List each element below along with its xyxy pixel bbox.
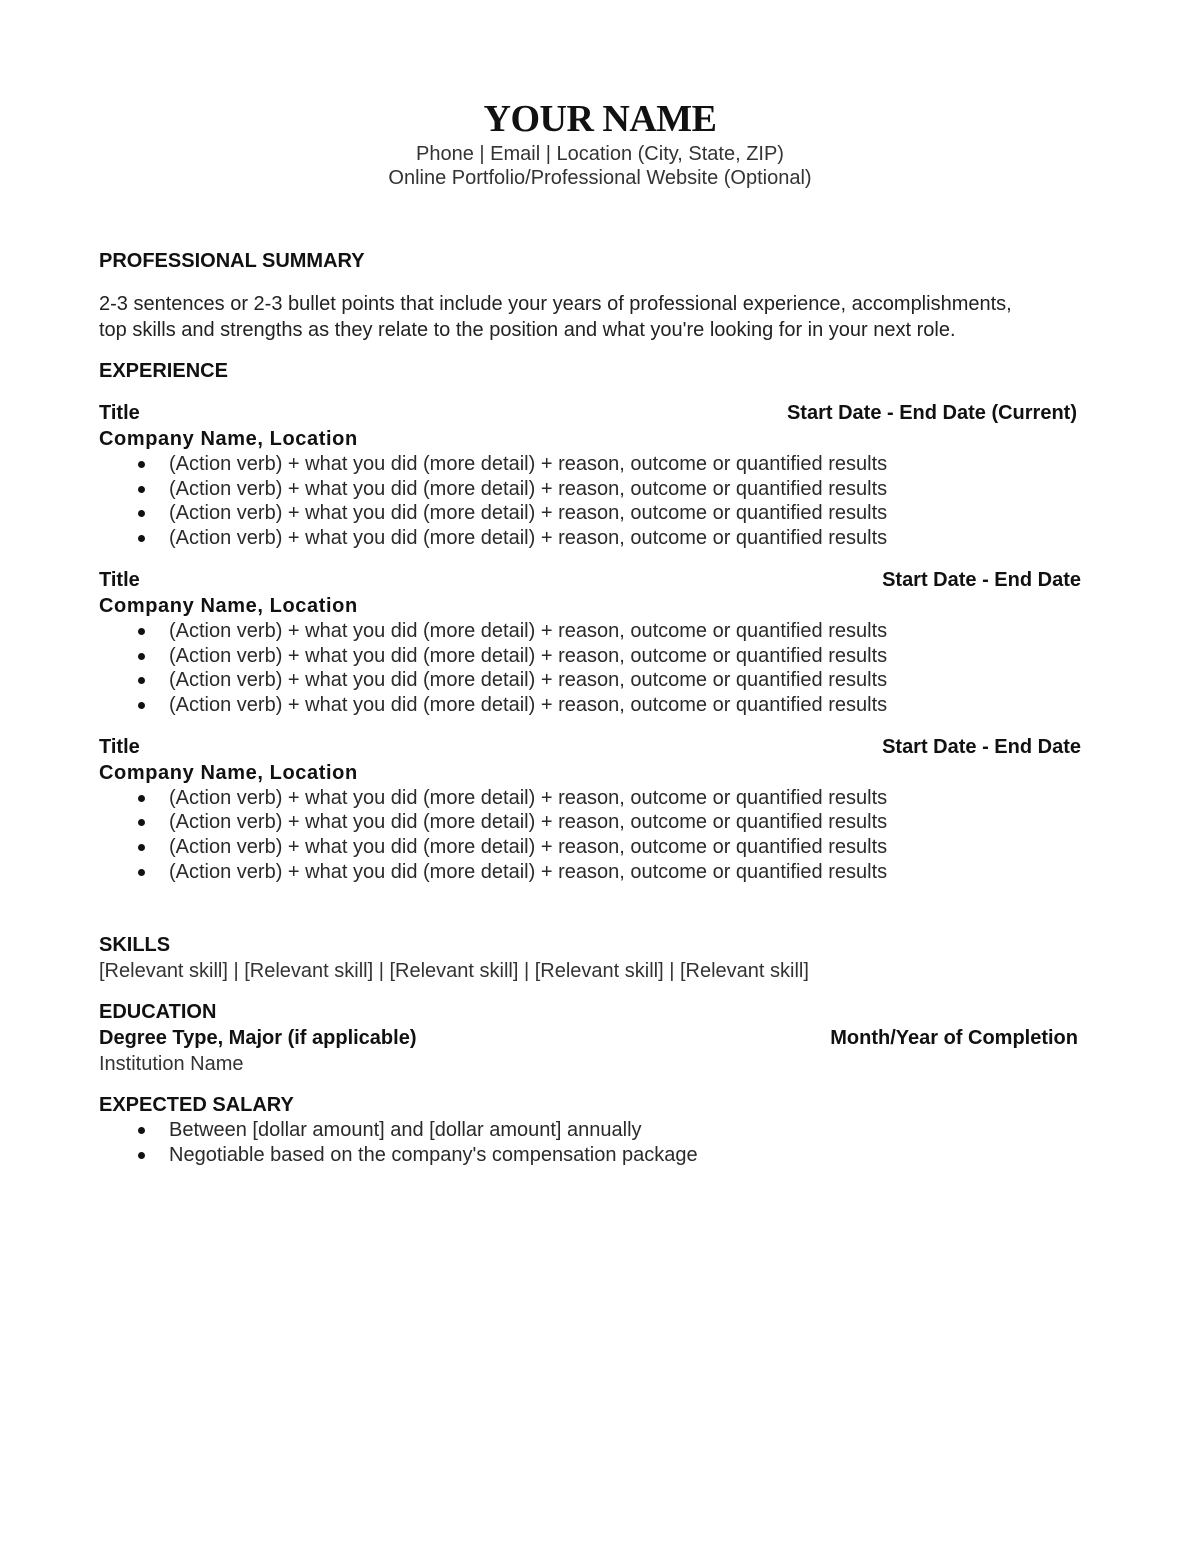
salary-bullet: Negotiable based on the company's compensation package (169, 1143, 1081, 1168)
job-bullets (99, 619, 1081, 718)
job-bullet: (Action verb) + what you did (more detail) + reason, outcome or quantified results (169, 501, 1081, 526)
job-title: Title (99, 568, 140, 591)
summary-line: top skills and strengths as they relate to the position and what you're looking for in your next role. (99, 319, 956, 341)
summary-heading: PROFESSIONAL SUMMARY (99, 250, 365, 272)
job-bullets (99, 786, 1081, 885)
experience-heading: EXPERIENCE (99, 360, 228, 382)
job-dates: Start Date - End Date (882, 735, 1081, 758)
job-bullet: (Action verb) + what you did (more detail) + reason, outcome or quantified results (169, 860, 1081, 885)
job-bullet: (Action verb) + what you did (more detail) + reason, outcome or quantified results (169, 810, 1081, 835)
job-title: Title (99, 402, 140, 424)
job-bullet: (Action verb) + what you did (more detail) + reason, outcome or quantified results (169, 668, 1081, 693)
job-company: Company Name, Location (99, 594, 358, 617)
job-bullet: (Action verb) + what you did (more detail) + reason, outcome or quantified results (169, 644, 1081, 669)
salary-heading: EXPECTED SALARY (99, 1094, 294, 1117)
candidate-name: YOUR NAME (483, 98, 717, 140)
website-line: Online Portfolio/Professional Website (Optional) (388, 167, 812, 189)
contact-line: Phone | Email | Location (City, State, ZIP) (416, 143, 784, 165)
completion-date: Month/Year of Completion (830, 1027, 1078, 1050)
job-bullet: (Action verb) + what you did (more detail) + reason, outcome or quantified results (169, 477, 1081, 502)
job-bullet: (Action verb) + what you did (more detail) + reason, outcome or quantified results (169, 452, 1081, 477)
job-header (99, 734, 1081, 760)
job-entry (99, 734, 1081, 885)
education-header (99, 1025, 1081, 1051)
summary-line: 2-3 sentences or 2-3 bullet points that include your years of professional experience, accomplishments, (99, 293, 1012, 315)
degree: Degree Type, Major (if applicable) (99, 1027, 417, 1050)
job-company: Company Name, Location (99, 428, 358, 450)
job-bullets (99, 452, 1081, 551)
salary-bullets (99, 1118, 1081, 1167)
job-entry (99, 400, 1081, 551)
job-dates: Start Date - End Date (882, 568, 1081, 591)
resume-header (0, 96, 1200, 190)
job-bullet: (Action verb) + what you did (more detail) + reason, outcome or quantified results (169, 835, 1081, 860)
institution-name: Institution Name (99, 1053, 244, 1076)
education-heading: EDUCATION (99, 1001, 217, 1024)
job-company: Company Name, Location (99, 761, 358, 784)
job-title: Title (99, 735, 140, 758)
salary-bullet: Between [dollar amount] and [dollar amount] annually (169, 1118, 1081, 1143)
job-header (99, 567, 1081, 593)
job-entry (99, 567, 1081, 718)
job-dates: Start Date - End Date (Current) (786, 402, 1077, 424)
job-bullet: (Action verb) + what you did (more detail) + reason, outcome or quantified results (169, 693, 1081, 718)
job-bullet: (Action verb) + what you did (more detail) + reason, outcome or quantified results (169, 526, 1081, 551)
job-bullet: (Action verb) + what you did (more detail) + reason, outcome or quantified results (169, 786, 1081, 811)
skills-heading: SKILLS (99, 934, 171, 957)
skills-line: [Relevant skill] | [Relevant skill] | [Relevant skill] | [Relevant skill] | [Relevant skill] (99, 960, 809, 983)
job-bullet: (Action verb) + what you did (more detail) + reason, outcome or quantified results (169, 619, 1081, 644)
resume-body (99, 248, 1081, 1168)
job-header (99, 400, 1081, 426)
summary-text (99, 291, 1081, 343)
